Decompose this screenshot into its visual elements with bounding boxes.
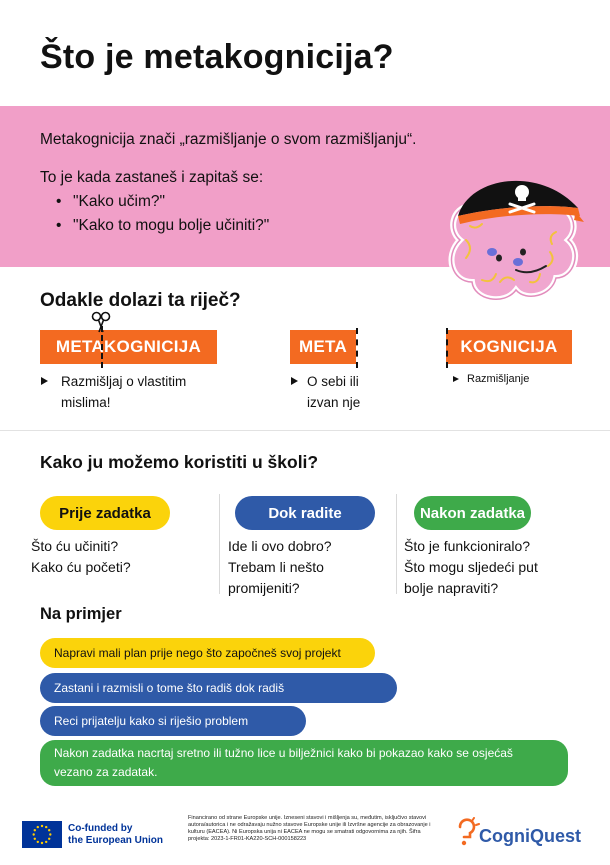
origin-heading: Odakle dolazi ta riječ? [40,290,241,311]
kognicija-desc: Razmišljanje [467,373,530,385]
footer-disclaimer: Financirano od strane Europske unije. Izneseni stavovi i mišljenja su, međutim, isključivo stavovi autora/autorica i ne odražavaju nužno stavove Europske unije ili Izvršne agencije za obrazovanje i kulturu (EACEA). Ni Europska unija ni EACEA ne mogu se smatrati odgovornima za njih. Šifra projekta: 2023-1-FR01-KA220-SCH-000158223 [188,815,431,842]
arrow-icon [453,376,459,382]
col-prije: Što ću učiniti? Kako ću početi? [31,538,131,575]
example-1: Napravi mali plan prije nego što započneš svoj projekt [40,638,375,668]
eu-flag-icon [22,821,62,848]
scissors-icon [91,311,111,333]
cogniquest-brand: CogniQuest [479,826,581,846]
eu-cofunded-label: Co-funded by the European Union [68,823,163,846]
arrow-icon [41,377,48,385]
column-divider [219,494,220,594]
word-metakognicija-box [40,330,217,364]
page-title: Što je metakognicija? [40,38,394,76]
brain-pirate-illustration [430,170,590,320]
intro-definition: Metakognicija znači „razmišljanje o svom razmišljanju“. [40,131,417,148]
arrow-icon [291,377,298,385]
cut-line [356,328,358,368]
intro-prompt: To je kada zastaneš i zapitaš se: [40,169,264,186]
section-divider [0,430,610,431]
word-meta-box: META [290,330,356,364]
col-nakon: Što je funkcioniralo? Što mogu sljedeći put bolje napraviti? [404,538,538,596]
pill-nakon-zadatka: Nakon zadatka [414,496,531,530]
word-part-kognicija: KOGNICIJA [103,337,202,356]
word-part-meta: META [55,337,104,356]
example-3: Reci prijatelju kako si riješio problem [40,706,306,736]
col-dok: Ide li ovo dobro? Trebam li nešto promijeniti? [228,538,332,596]
meta-desc: O sebi ili izvan nje [307,374,361,410]
pill-dok-radite: Dok radite [235,496,375,530]
column-divider [396,494,397,594]
examples-heading: Na primjer [40,605,122,623]
word-kognicija-box: KOGNICIJA [446,330,572,364]
pill-prije-zadatka: Prije zadatka [40,496,170,530]
metakognicija-desc: Razmišljaj o vlastitim mislima! [61,374,187,410]
intro-question-1: • "Kako učim?" [56,193,165,211]
intro-question-2: • "Kako to mogu bolje učiniti?" [56,217,269,235]
cut-line [446,328,448,368]
school-heading: Kako ju možemo koristiti u školi? [40,452,319,472]
cogniquest-logo-icon [452,817,482,849]
example-4: Nakon zadatka nacrtaj sretno ili tužno lice u bilježnici kako bi pokazao kako se osjećaš vezano za zadatak. [40,740,568,786]
example-2: Zastani i razmisli o tome što radiš dok radiš [40,673,397,703]
